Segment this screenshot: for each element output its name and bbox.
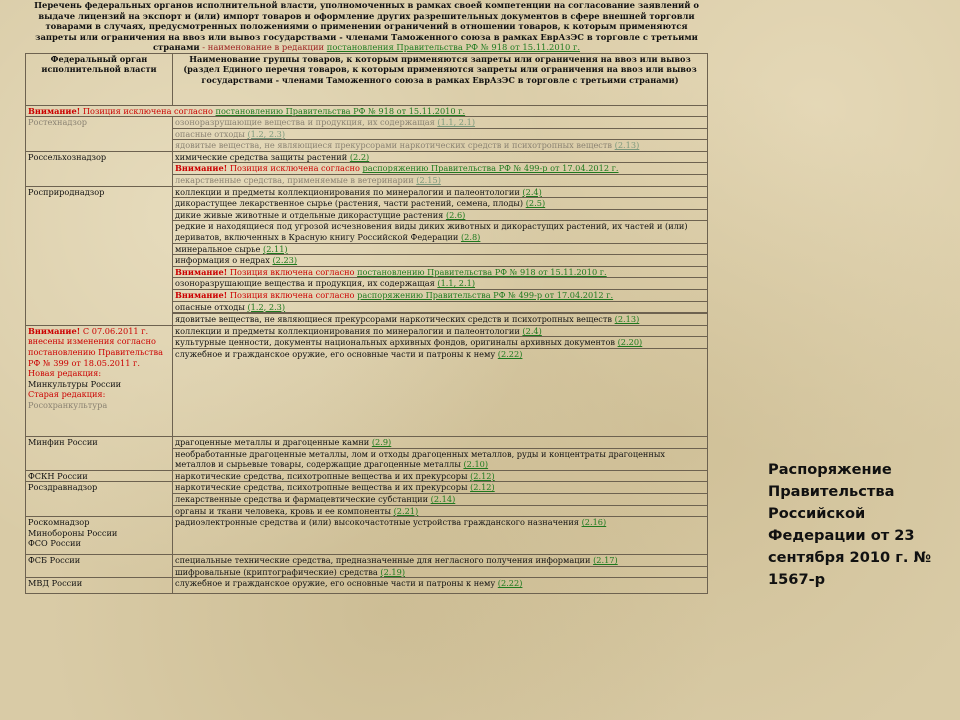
warning-label: Внимание! xyxy=(28,105,81,116)
agency-fso: ФСО России xyxy=(28,538,81,549)
document-page xyxy=(25,0,708,594)
table-row xyxy=(26,186,708,198)
goods-text: ядовитые вещества, не являющиеся прекурсорами наркотических средств и психотропных веществ xyxy=(175,314,615,325)
section-link[interactable]: (2.9) xyxy=(371,436,392,447)
section-link[interactable]: (2.22) xyxy=(497,348,523,359)
section-link[interactable]: (2.16) xyxy=(581,517,607,528)
section-link[interactable]: (2.21) xyxy=(393,505,419,516)
section-link[interactable]: (2.22) xyxy=(497,578,523,589)
resolution-text: постановлению Правительства РФ № 399 от 18.05.2011 г. xyxy=(28,346,164,368)
section-link[interactable]: (2.13) xyxy=(614,314,640,325)
new-edition-agency: Минкультуры России xyxy=(28,378,122,389)
table-row xyxy=(26,578,708,594)
agency-minoborony: Минобороны России xyxy=(28,527,118,538)
section-link[interactable]: (2.2) xyxy=(349,151,370,162)
heading-note: - наименование в редакции xyxy=(199,42,327,52)
col2-header: Наименование группы товаров, к которым применяются запреты или ограничения на ввоз или вывоз (раздел Единого перечня товаров, к которым применяются запреты или ограничения на ввоз или вывоз государствами - членами Таможенного союза в рамках ЕврАзЭС в торговле с третьими странами) xyxy=(173,53,708,105)
section-link[interactable]: (1.1, 2.1) xyxy=(437,278,476,289)
side-caption: Распоряжение Правительства Российской Федерации от 23 сентября 2010 г. № 1567-р xyxy=(768,461,932,588)
warning-label: Внимание! xyxy=(175,290,228,300)
section-link[interactable]: (1.1, 2.1) xyxy=(437,117,476,128)
goods-text: коллекции и предметы коллекционирования по минералогии и палеонтологии xyxy=(175,186,523,197)
section-link[interactable]: (2.8) xyxy=(460,232,481,243)
table-row xyxy=(26,470,708,482)
goods-text: информация о недрах xyxy=(175,255,273,266)
goods-text: органы и ткани человека, кровь и ее компоненты xyxy=(175,505,394,516)
table-row xyxy=(26,117,708,129)
agencies-table xyxy=(25,53,708,595)
section-link[interactable]: (2.12) xyxy=(470,470,495,481)
heading-text: Перечень федеральных органов исполнительной власти, уполномоченных в рамках своей компетенции на согласование заявлений о выдаче лицензий на экспорт и (или) импорт товаров и оформление других разрешительных документов в сфере внешней торговли товарами в случаях, предусмотренных положениями о применении ограничений в отношении товаров, к которым применяются запреты или ограничения на ввоз или вывоз государствами - членами Таможенного союза в рамках ЕврАзЭС в торговле с третьими странами xyxy=(34,0,699,52)
section-link[interactable]: (1.2, 2.3) xyxy=(247,128,286,139)
goods-text: наркотические средства, психотропные вещества и их прекурсоры xyxy=(175,482,471,493)
section-link[interactable]: (2.20) xyxy=(617,337,643,348)
goods-text: минеральное сырье xyxy=(175,243,263,254)
goods-text: драгоценные металлы и драгоценные камни xyxy=(175,436,372,447)
agency-rosselkhoznadzor: Россельхознадзор xyxy=(26,151,173,186)
goods-text: опасные отходы xyxy=(175,128,248,139)
agency-roskomnadzor: Роскомнадзор xyxy=(28,517,90,528)
warning-label: Внимание! xyxy=(175,163,228,174)
goods-text: служебное и гражданское оружие, его основные части и патроны к нему xyxy=(175,348,498,359)
resolution-link[interactable]: распоряжению Правительства РФ № 499-р от 17.04.2012 г. xyxy=(357,290,614,300)
agency-mvd: МВД России xyxy=(26,578,173,594)
section-link[interactable]: (2.10) xyxy=(463,459,489,470)
section-link[interactable]: (2.17) xyxy=(593,555,618,566)
goods-text: коллекции и предметы коллекционирования по минералогии и палеонтологии xyxy=(175,325,523,336)
section-link[interactable]: (2.6) xyxy=(445,209,466,220)
heading-note-link[interactable]: постановления Правительства РФ № 918 от 15.11.2010 г. xyxy=(326,42,581,52)
goods-text: химические средства защиты растений xyxy=(175,151,350,162)
warning-text: С 07.06.2011 г. внесены изменения согласно xyxy=(28,325,156,347)
agency-roskomnadzor-group xyxy=(26,517,173,555)
document-heading xyxy=(25,0,708,53)
goods-text: лекарственные средства и фармацевтические субстанции xyxy=(175,493,431,504)
table-row xyxy=(26,151,708,163)
agency-rostechnadzor: Ростехнадзор xyxy=(26,117,173,152)
goods-text: шифровальные (криптографические) средства xyxy=(175,566,381,577)
goods-text: озоноразрушающие вещества и продукция, их содержащая xyxy=(175,278,438,289)
agency-fskn: ФСКН России xyxy=(26,470,173,482)
table-row xyxy=(26,517,708,555)
section-link[interactable]: (1.2, 2.3) xyxy=(247,301,286,312)
agency-minfin: Минфин России xyxy=(26,436,173,470)
agency-roszdravnadzor: Росздравнадзор xyxy=(26,482,173,517)
section-link[interactable]: (2.14) xyxy=(430,493,456,504)
agency-minkultury xyxy=(26,325,173,436)
warning-text: Позиция включена согласно xyxy=(227,290,358,300)
section-link[interactable]: (2.19) xyxy=(380,566,406,577)
goods-text: ядовитые вещества, не являющиеся прекурсорами наркотических средств и психотропных веществ xyxy=(175,140,615,151)
goods-text: наркотические средства, психотропные вещества и их прекурсоры xyxy=(175,470,471,481)
goods-text: лекарственные средства, применяемые в ветеринарии xyxy=(175,175,417,186)
section-link[interactable]: (2.4) xyxy=(522,186,542,197)
section-link[interactable]: (2.15) xyxy=(416,175,441,186)
table-row xyxy=(26,325,708,337)
warning-text: Позиция исключена согласно xyxy=(227,163,363,174)
table-row xyxy=(26,555,708,567)
new-edition-label: Новая редакция: xyxy=(28,368,102,379)
old-edition-agency: Росохранкультура xyxy=(28,399,108,410)
goods-text: необработанные драгоценные металлы, лом и отходы драгоценных металлов, руды и концентраты драгоценных металлов и сырьевые товары, содержащие драгоценные металлы xyxy=(175,448,665,470)
warning-text: Позиция включена согласно xyxy=(227,266,358,277)
goods-text: специальные технические средства, предназначенные для негласного получения информации xyxy=(175,555,594,566)
goods-text: дикие живые животные и отдельные дикорастущие растения xyxy=(175,209,446,220)
resolution-link[interactable]: распоряжению Правительства РФ № 499-р от 17.04.2012 г. xyxy=(362,163,619,174)
section-link[interactable]: (2.11) xyxy=(263,243,288,254)
old-edition-label: Старая редакция: xyxy=(28,389,106,400)
goods-text: редкие и находящиеся под угрозой исчезновения виды диких животных и дикорастущих растений, их частей и (или) дериватов, включенных в Красную книгу Российской Федерации xyxy=(175,221,688,243)
goods-text: опасные отходы xyxy=(175,301,248,312)
section-link[interactable]: (2.12) xyxy=(470,482,495,493)
table-row xyxy=(26,105,708,117)
section-link[interactable]: (2.4) xyxy=(522,325,542,336)
goods-text: радиоэлектронные средства и (или) высокочастотные устройства гражданского назначения xyxy=(175,517,582,528)
goods-text: служебное и гражданское оружие, его основные части и патроны к нему xyxy=(175,578,498,589)
warning-text: Позиция исключена согласно xyxy=(80,105,216,116)
agency-rosprirodnadzor: Росприроднадзор xyxy=(26,186,173,325)
warning-label: Внимание! xyxy=(175,266,228,277)
goods-text: озоноразрушающие вещества и продукция, их содержащая xyxy=(175,117,438,128)
goods-text: культурные ценности, документы национальных архивных фондов, оригиналы архивных документов xyxy=(175,337,618,348)
table-row xyxy=(26,482,708,494)
resolution-link[interactable]: постановлению Правительства РФ № 918 от 15.11.2010 г. xyxy=(357,266,607,277)
section-link[interactable]: (2.13) xyxy=(614,140,640,151)
agency-fsb: ФСБ России xyxy=(26,555,173,578)
table-header-row xyxy=(26,53,708,105)
resolution-link[interactable]: постановлению Правительства РФ № 918 от 15.11.2010 г. xyxy=(215,105,466,116)
warning-label: Внимание! xyxy=(28,325,81,336)
goods-text: дикорастущее лекарственное сырье (растения, части растений, семена, плоды) xyxy=(175,198,526,209)
section-link[interactable]: (2.23) xyxy=(272,255,298,266)
col1-header: Федеральный орган исполнительной власти xyxy=(26,53,173,105)
table-row xyxy=(26,436,708,448)
section-link[interactable]: (2.5) xyxy=(525,198,546,209)
